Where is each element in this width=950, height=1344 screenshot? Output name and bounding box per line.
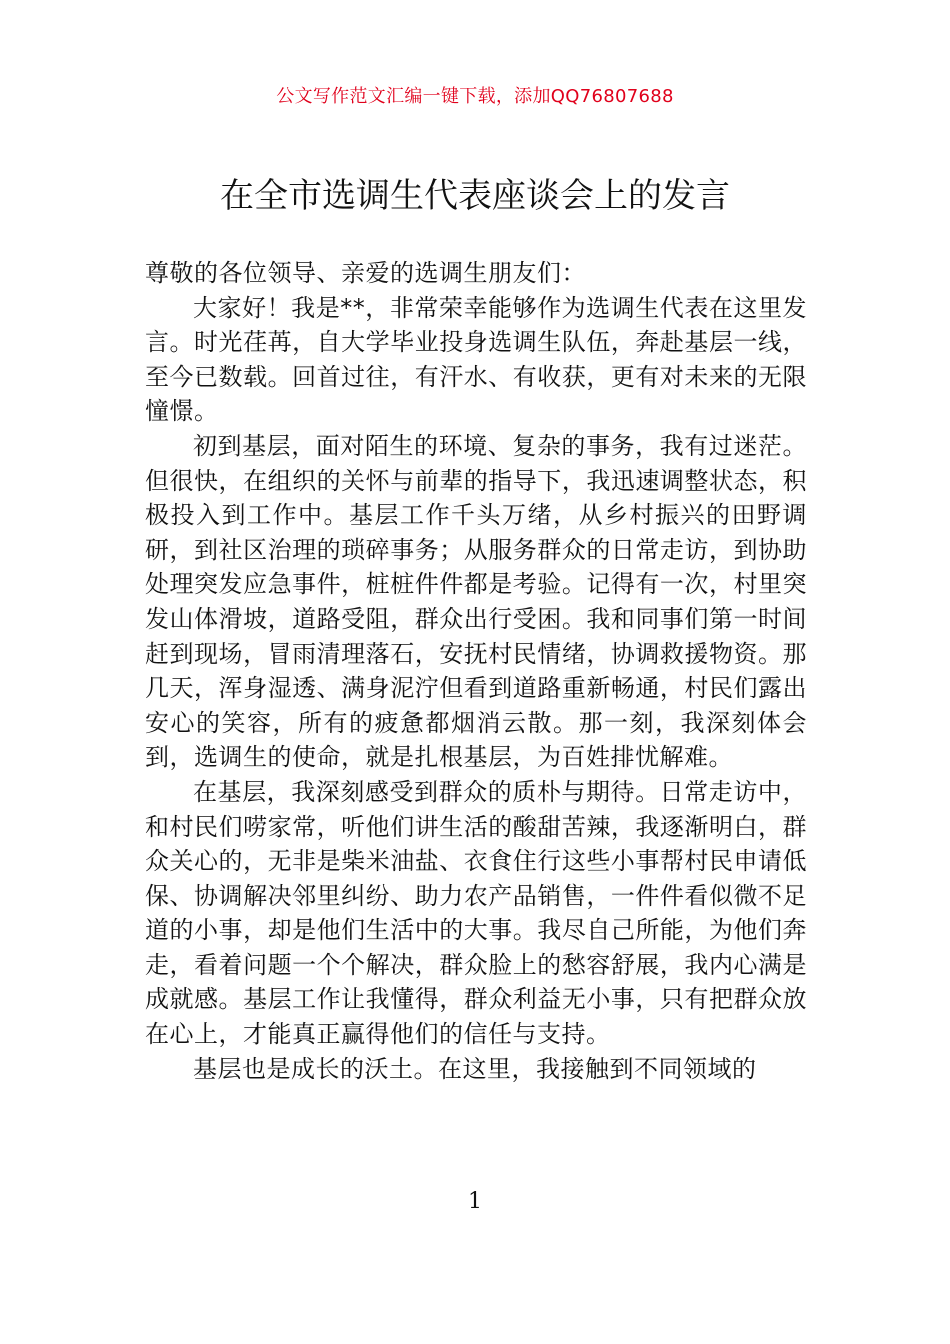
salutation: 尊敬的各位领导、亲爱的选调生朋友们： [145,259,586,287]
download-notice: 公文写作范文汇编一键下载，添加QQ76807688 [276,86,674,107]
page-title: 在全市选调生代表座谈会上的发言 [220,176,730,216]
paragraph-serving-people: 在基层，我深刻感受到群众的质朴与期待。日常走访中，和村民们唠家常，听他们讲生活的酸甜苦辣，我逐渐明白，群众关心的，无非是柴米油盐、衣食住行这些小事帮村民申请低保、协调解决邻里纠纷、助力农产品销售，一件件看似微不足道的小事，却是他们生活中的大事。我尽自己所能，为他们奔走，看着问题一个个解决，群众脸上的愁容舒展，我内心满是成就感。基层工作让我懂得，群众利益无小事，只有把群众放在心上，才能真正赢得他们的信任与支持。 [145,777,807,1049]
page-number: 1 [468,1189,482,1214]
paragraph-first-days: 初到基层，面对陌生的环境、复杂的事务，我有过迷茫。但很快，在组织的关怀与前辈的指导下，我迅速调整状态，积极投入到工作中。基层工作千头万绪，从乡村振兴的田野调研，到社区治理的琐碎事务；从服务群众的日常走访，到协助处理突发应急事件，桩桩件件都是考验。记得有一次，村里突发山体滑坡，道路受阻，群众出行受困。我和同事们第一时间赶到现场，冒雨清理落石，安抚村民情绪，协调救援物资。那几天，浑身湿透、满身泥泞但看到道路重新畅通，村民们露出安心的笑容，所有的疲惫都烟消云散。那一刻，我深刻体会到，选调生的使命，就是扎根基层，为百姓排忧解难。 [145,431,807,772]
paragraph-greeting: 大家好！我是**，非常荣幸能够作为选调生代表在这里发言。时光荏苒，自大学毕业投身选调生队伍，奔赴基层一线，至今已数载。回首过往，有汗水、有收获，更有对未来的无限憧憬。 [145,293,807,426]
paragraph-growth: 基层也是成长的沃土。在这里，我接触到不同领域的 [193,1054,757,1083]
speech-body [145,256,807,1086]
